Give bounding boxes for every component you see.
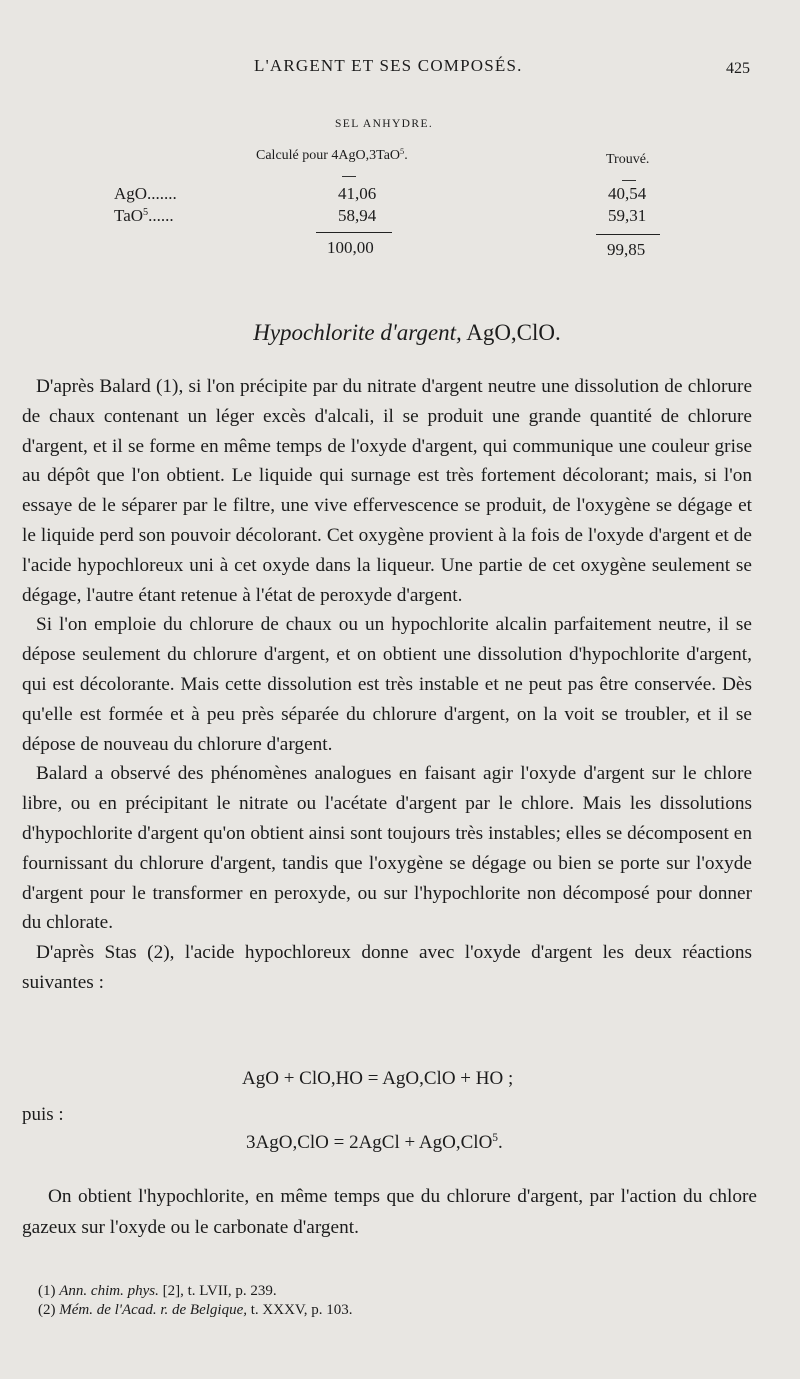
row-calculated-value: 41,06: [338, 184, 377, 203]
total-rule: [596, 234, 660, 235]
total-calculated: 100,00: [327, 238, 374, 257]
total-rule: [316, 232, 392, 233]
formula-2: 3AgO,ClO = 2AgCl + AgO,ClO$^5$.: [246, 1132, 503, 1153]
row-label: TaO$^5$......: [114, 206, 174, 225]
table-title: SEL ANHYDRE.: [335, 118, 434, 130]
page-number: 425: [726, 60, 750, 77]
footnotes: [38, 1282, 353, 1320]
row-found-value: 40,54: [608, 184, 647, 203]
section-title-formula: AgO,ClO.: [466, 320, 561, 345]
paragraph: Si l'on emploie du chlorure de chaux ou un hypochlorite alcalin parfaitement neutre, il se dépose seulement du chlorure d'argent, et on obtient une dissolution d'hypochlorite d'argent, qui est décolorante. Mais cette dissolution est très instable et ne peut pas être conservée. Dès qu'elle est formée et à peu près séparée du chlorure d'argent, on la voit se troubler, et il se dépose de nouveau du chlorure d'argent.: [22, 614, 752, 755]
puis-label: puis :: [22, 1104, 64, 1125]
total-found: 99,85: [607, 240, 646, 259]
paragraph: D'après Stas (2), l'acide hypochloreux donne avec l'oxyde d'argent les deux réactions suivantes :: [22, 942, 752, 993]
paragraph: D'après Balard (1), si l'on précipite par du nitrate d'argent neutre une dissolution de chlorure de chaux contenant un léger excès d'alcali, il se produit une grande quantité de chlorure d'argent, et il se forme en même temps de l'oxyde d'argent, qui communique une couleur grise au dépôt que l'on obtient. Le liquide qui surnage est très fortement décolorant; mais, si l'on essaye de le séparer par le filtre, une vive effervescence se produit, de l'oxygène se dégage et le liquide perd son pouvoir décolorant. Cet oxygène provient à la fois de l'oxyde d'argent et de l'acide hypochloreux uni à cet oxyde dans la liqueur. Une partie de cet oxygène seulement se dégage, l'autre étant retenue à l'état de peroxyde d'argent.: [22, 376, 752, 606]
row-calculated-value: 58,94: [338, 206, 377, 225]
paragraph: Balard a observé des phénomènes analogues en faisant agir l'oxyde d'argent sur le chlore libre, ou en précipitant le nitrate ou l'acétate d'argent par le chlore. Mais les dissolutions d'hypochlorite d'argent qu'on obtient ainsi sont toujours très instables; elles se décomposent en fournissant du chlorure d'argent, tandis que l'oxygène se dégage ou bien se porte sur l'oxyde d'argent pour le transformer en peroxyde, ou sur l'hypochlorite non décomposé pour donner du chlorate.: [22, 763, 752, 934]
column-header-calculated: Calculé pour 4AgO,3TaO$^5$.: [256, 146, 408, 163]
table-row: [114, 184, 674, 206]
final-paragraph: On obtient l'hypochlorite, en même temps que du chlorure d'argent, par l'action du chlore gazeux sur l'oxyde ou le carbonate d'argent.: [22, 1186, 757, 1238]
row-found-value: 59,31: [608, 206, 647, 225]
column-header-found: Trouvé.: [606, 152, 650, 167]
section-title: [0, 320, 800, 346]
table-row: [114, 206, 674, 228]
running-title: L'ARGENT ET SES COMPOSÉS.: [254, 56, 523, 75]
column-dash: [622, 180, 636, 181]
footnote: (2) Mém. de l'Acad. r. de Belgique, t. XXXV, p. 103.: [38, 1302, 353, 1318]
footnote: (1) Ann. chim. phys. [2], t. LVII, p. 239.: [38, 1283, 277, 1299]
running-head: [0, 56, 800, 84]
section-title-name: Hypochlorite d'argent,: [253, 320, 462, 345]
body-text: [22, 372, 752, 998]
column-dash: [342, 176, 356, 177]
row-label: AgO.......: [114, 184, 177, 203]
formula-1: AgO + ClO,HO = AgO,ClO + HO ;: [242, 1068, 514, 1089]
